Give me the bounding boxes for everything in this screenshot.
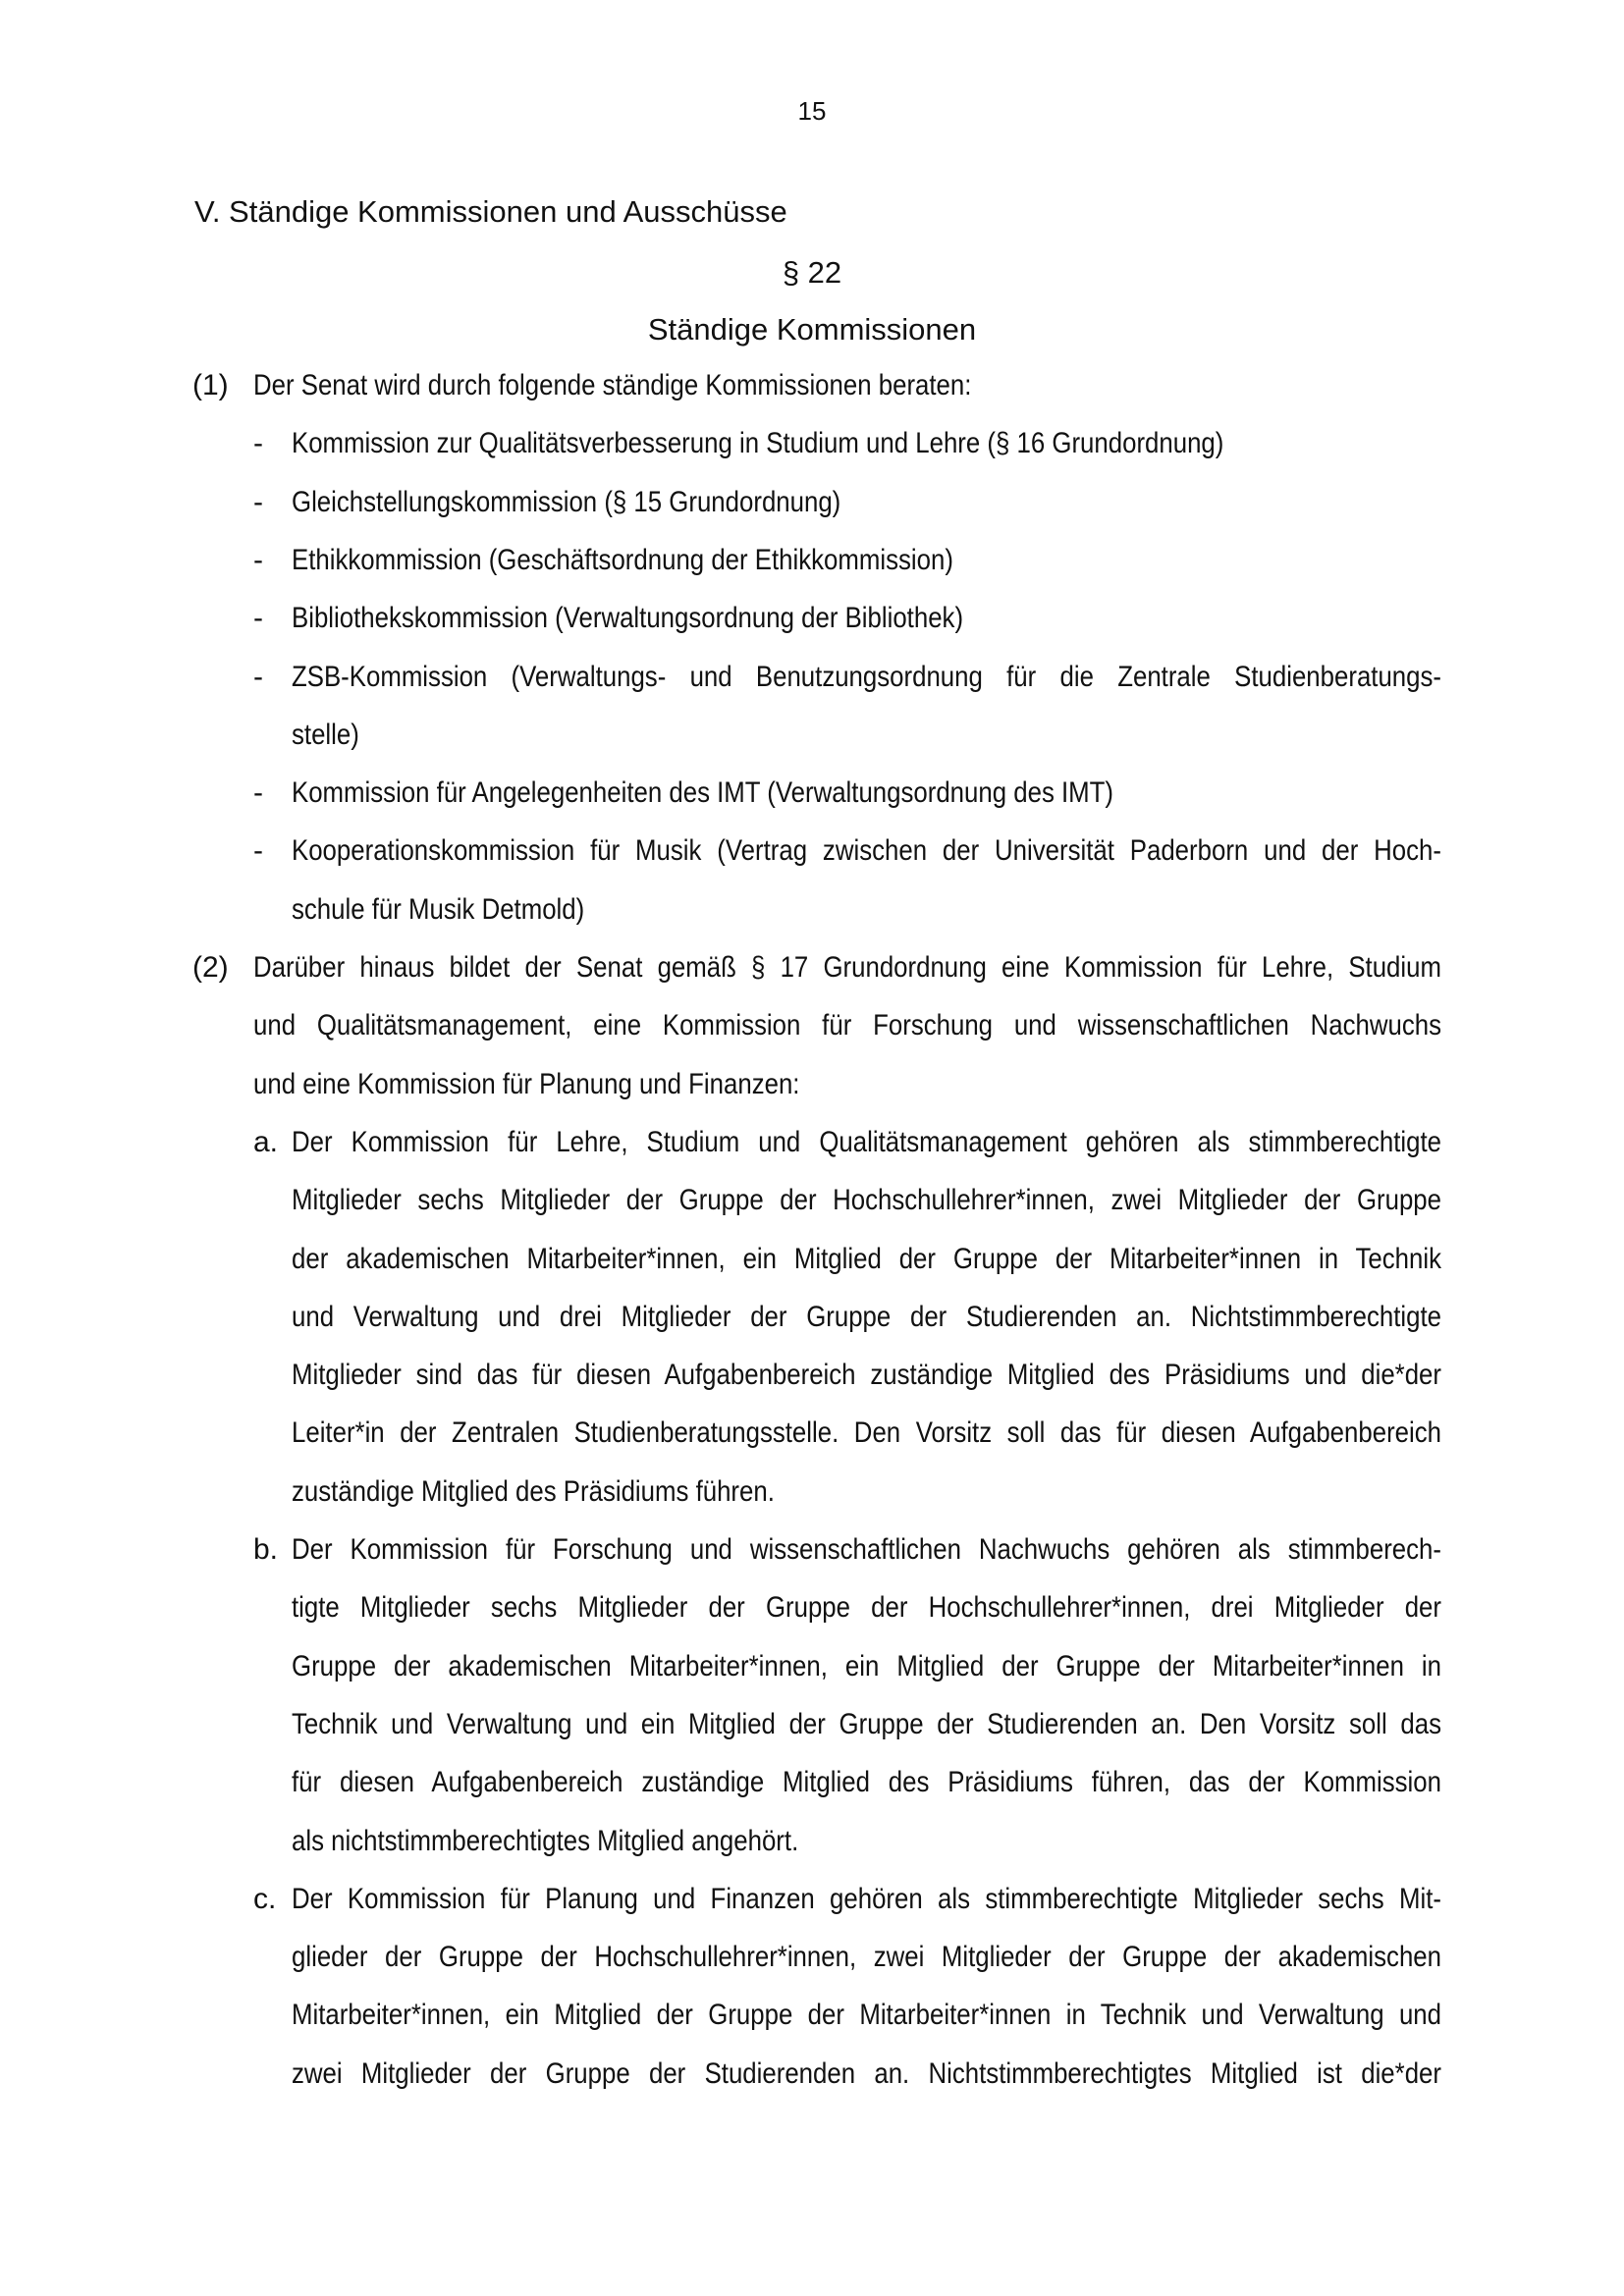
subitem-text: Mitglieder sechs Mitglieder der Gruppe der Hochschullehrer*innen, zwei Mitglieder der Gruppe [292,1184,1441,1217]
subitem-text: und Verwaltung und drei Mitglieder der Gruppe der Studierenden an. Nichtstimmberechtigte [292,1300,1441,1333]
subitem-text: Der Kommission für Forschung und wissenschaftlichen Nachwuchs gehören als stimmberech- [292,1533,1441,1566]
subitem-text: Der Kommission für Lehre, Studium und Qualitätsmanagement gehören als stimmberechtigte [292,1125,1441,1158]
subitem-text: Leiter*in der Zentralen Studienberatungsstelle. Den Vorsitz soll das für diesen Aufgabenbereich [292,1416,1441,1450]
subitem-text: der akademischen Mitarbeiter*innen, ein Mitglied der Gruppe der Mitarbeiter*innen in Technik [292,1242,1441,1275]
paragraph-title: Ständige Kommissionen [647,312,977,347]
list-item-text: stelle) [292,718,359,751]
section-title: V. Ständige Kommissionen und Ausschüsse [194,194,787,229]
subitem-text: glieder der Gruppe der Hochschullehrer*innen, zwei Mitglieder der Gruppe der akademischen [292,1941,1441,1974]
page-number: 15 [797,96,827,126]
subitem-text: Der Kommission für Planung und Finanzen gehören als stimmberechtigte Mitglieder sechs Mit- [292,1882,1441,1915]
list-item-text: Kommission zur Qualitätsverbesserung in Studium und Lehre (§ 16 Grundordnung) [292,427,1224,460]
subitem-letter: c. [253,1882,277,1915]
subitem-text: tigte Mitglieder sechs Mitglieder der Gruppe der Hochschullehrer*innen, drei Mitglieder der [292,1591,1441,1625]
list-item-text: Kooperationskommission für Musik (Vertrag zwischen der Universität Paderborn und der Hoch- [292,834,1441,868]
subitem-letter: a. [253,1125,279,1158]
subitem-text: Gruppe der akademischen Mitarbeiter*innen, ein Mitglied der Gruppe der Mitarbeiter*innen in [292,1649,1441,1682]
subitem-letter: b. [253,1533,279,1566]
list-dash: - [253,602,263,635]
list-dash: - [253,834,263,868]
list-dash: - [253,543,263,576]
list-dash: - [253,660,263,693]
list-item-text: Bibliothekskommission (Verwaltungsordnung der Bibliothek) [292,602,964,635]
subitem-text: Mitarbeiter*innen, ein Mitglied der Gruppe der Mitarbeiter*innen in Technik und Verwaltung und [292,1999,1441,2032]
list-item-text: schule für Musik Detmold) [292,892,585,926]
subitem-text: für diesen Aufgabenbereich zuständige Mitglied des Präsidiums führen, das der Kommission [292,1766,1441,1799]
subitem-text: als nichtstimmberechtigtes Mitglied angehört. [292,1824,799,1857]
subitem-text: Mitglieder sind das für diesen Aufgabenbereich zuständige Mitglied des Präsidiums und die*der [292,1359,1441,1392]
clause-intro: Darüber hinaus bildet der Senat gemäß § 17 Grundordnung eine Kommission für Lehre, Studium [253,951,1441,984]
clause-number: (1) [192,369,229,401]
subitem-text: zwei Mitglieder der Gruppe der Studierenden an. Nichtstimmberechtigtes Mitglied ist die*der [292,2056,1441,2090]
clause-intro: und Qualitätsmanagement, eine Kommission für Forschung und wissenschaftlichen Nachwuchs [253,1009,1441,1042]
list-dash: - [253,485,263,518]
list-item-text: ZSB-Kommission (Verwaltungs- und Benutzungsordnung für die Zentrale Studienberatungs- [292,660,1441,693]
paragraph-sign: § 22 [782,255,842,290]
list-dash: - [253,776,263,810]
list-item-text: Kommission für Angelegenheiten des IMT (Verwaltungsordnung des IMT) [292,776,1114,810]
clause-number: (2) [192,951,229,984]
list-item-text: Gleichstellungskommission (§ 15 Grundordnung) [292,485,841,518]
list-dash: - [253,427,263,460]
subitem-text: zuständige Mitglied des Präsidiums führen. [292,1474,775,1508]
subitem-text: Technik und Verwaltung und ein Mitglied der Gruppe der Studierenden an. Den Vorsitz soll das [292,1707,1441,1740]
clause-intro: und eine Kommission für Planung und Finanzen: [253,1067,800,1100]
list-item-text: Ethikkommission (Geschäftsordnung der Ethikkommission) [292,543,953,576]
clause-intro: Der Senat wird durch folgende ständige Kommissionen beraten: [253,369,972,401]
